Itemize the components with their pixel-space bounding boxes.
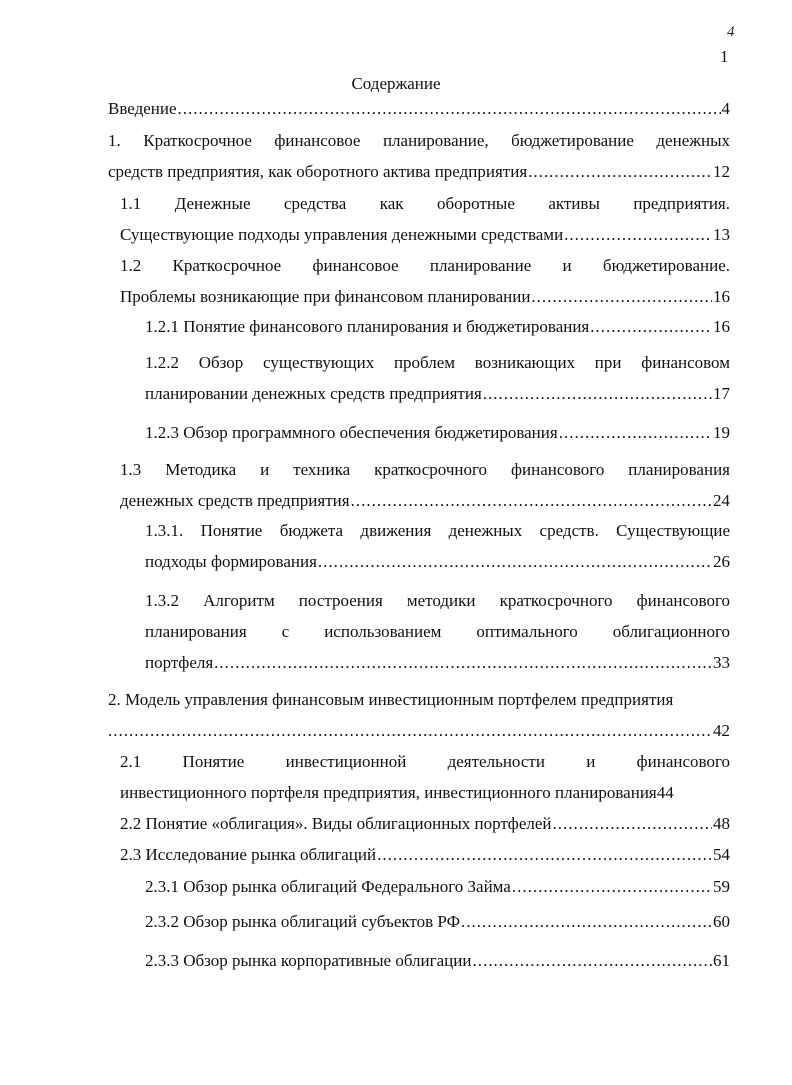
toc-entry-section-1-3-2[interactable] (145, 585, 730, 678)
dot-leader (512, 871, 712, 902)
toc-entry-label: 1.2 Краткосрочное финансовое планирование и бюджетирование. (120, 256, 730, 275)
document-title: Содержание (351, 74, 441, 93)
toc-entry-section-1-2-1[interactable] (145, 311, 730, 342)
dot-leader (318, 546, 712, 577)
toc-entry-last-line (120, 281, 730, 312)
toc-page-number: 48 (713, 814, 730, 833)
toc-entry-label: 2.3.3 Обзор рынка корпоративные облигации (145, 951, 472, 970)
toc-entry-label: 1.3.2 Алгоритм построения методики краткосрочного финансового (145, 591, 730, 610)
toc-entry-last-line (145, 378, 730, 409)
toc-page-number: 42 (713, 721, 730, 740)
toc-page-number: 33 (713, 653, 730, 672)
dot-leader (528, 156, 712, 187)
toc-entry-label: Проблемы возникающие при финансовом планировании (120, 287, 531, 306)
toc-page-number: 61 (713, 951, 730, 970)
toc-entry-label: 1.3.1. Понятие бюджета движения денежных средств. Существующие (145, 521, 730, 540)
toc-entry-section-2-3-3[interactable] (145, 945, 730, 976)
toc-entry-section-1-2-2[interactable] (145, 347, 730, 409)
toc-entry-last-line (108, 156, 730, 187)
handwritten-page-mark: 4 (727, 24, 735, 40)
toc-page-number: 44 (656, 783, 674, 802)
dot-leader (564, 219, 712, 250)
page-number: 1 (720, 47, 729, 66)
dot-leader (559, 417, 712, 448)
toc-entry-label: денежных средств предприятия (120, 491, 350, 510)
toc-entry-section-2-3-1[interactable] (145, 871, 730, 902)
toc-entry-section-2[interactable] (108, 684, 730, 746)
toc-entry-section-2-3[interactable] (120, 839, 730, 870)
toc-entry-section-1-2-3[interactable] (145, 417, 730, 448)
toc-page-number: 19 (713, 423, 730, 442)
toc-entry-label: средств предприятия, как оборотного актива предприятия (108, 162, 528, 181)
dot-leader (214, 647, 712, 678)
toc-entry-section-1[interactable] (108, 125, 730, 187)
dot-leader (553, 808, 713, 839)
toc-entry-label: инвестиционного портфеля предприятия, инвестиционного планирования (120, 783, 657, 802)
toc-page-number: 16 (713, 287, 730, 306)
toc-entry-last-line (108, 715, 730, 746)
toc-entry-label: портфеля (145, 653, 214, 672)
toc-entry-label: 2.3.1 Обзор рынка облигаций Федерального Займа (145, 877, 511, 896)
toc-entry-label: 2.3 Исследование рынка облигаций (120, 845, 377, 864)
toc-entry-label: 1.2.2 Обзор существующих проблем возникающих при финансовом (145, 353, 730, 372)
toc-entry-label: 2.2 Понятие «облигация». Виды облигационных портфелей (120, 814, 552, 833)
toc-entry-last-line (120, 777, 730, 808)
dot-leader (461, 906, 712, 937)
toc-entry-label: 1. Краткосрочное финансовое планирование, бюджетирование денежных (108, 131, 730, 150)
toc-entry-label: 1.2.1 Понятие финансового планирования и бюджетирования (145, 317, 590, 336)
toc-entry-label: планировании денежных средств предприятия (145, 384, 482, 403)
toc-entry-last-line (120, 219, 730, 250)
toc-entry-section-1-3[interactable] (120, 454, 730, 516)
toc-entry-label: 1.3 Методика и техника краткосрочного финансового планирования (120, 460, 730, 479)
toc-entry-section-2-1[interactable] (120, 746, 730, 808)
dot-leader (351, 485, 712, 516)
toc-page-number: 60 (713, 912, 730, 931)
toc-entry-section-1-3-1[interactable] (145, 515, 730, 577)
toc-entry-label: 1.1 Денежные средства как оборотные активы предприятия. (120, 194, 730, 213)
toc-page-number: 59 (713, 877, 730, 896)
dot-leader (178, 93, 721, 124)
toc-page-number: 16 (713, 317, 730, 336)
toc-entry-section-2-2[interactable] (120, 808, 730, 839)
toc-entry-last-line (145, 546, 730, 577)
toc-entry-last-line (120, 485, 730, 516)
toc-entry-label: 2. Модель управления финансовым инвестиционным портфелем предприятия (108, 690, 674, 709)
toc-entry-label: 2.3.2 Обзор рынка облигаций субъектов РФ (145, 912, 460, 931)
toc-entry-section-1-1[interactable] (120, 188, 730, 250)
toc-page-number: 13 (713, 225, 730, 244)
toc-entry-label: 2.1 Понятие инвестиционной деятельности и финансового (120, 752, 730, 771)
toc-entry-label: Существующие подходы управления денежными средствами (120, 225, 564, 244)
toc-entry-label: подходы формирования (145, 552, 317, 571)
toc-entry-label: планирования с использованием оптимального облигационного (145, 622, 730, 641)
toc-entry-last-line (145, 647, 730, 678)
toc-entry-section-1-2[interactable] (120, 250, 730, 312)
toc-entry-label: Введение (108, 99, 177, 118)
toc-entry-intro[interactable] (108, 93, 730, 124)
toc-page-number: 4 (721, 99, 730, 118)
dot-leader (483, 378, 712, 409)
toc-page-number: 24 (713, 491, 730, 510)
dot-leader (472, 945, 712, 976)
toc-page-number: 12 (713, 162, 730, 181)
toc-page-number: 17 (713, 384, 730, 403)
toc-page-number: 26 (713, 552, 730, 571)
dot-leader (590, 311, 712, 342)
dot-leader (108, 715, 712, 746)
toc-entry-label: 1.2.3 Обзор программного обеспечения бюджетирования (145, 423, 558, 442)
toc-entry-section-2-3-2[interactable] (145, 906, 730, 937)
dot-leader (531, 281, 712, 312)
dot-leader (377, 839, 712, 870)
toc-page-number: 54 (713, 845, 730, 864)
